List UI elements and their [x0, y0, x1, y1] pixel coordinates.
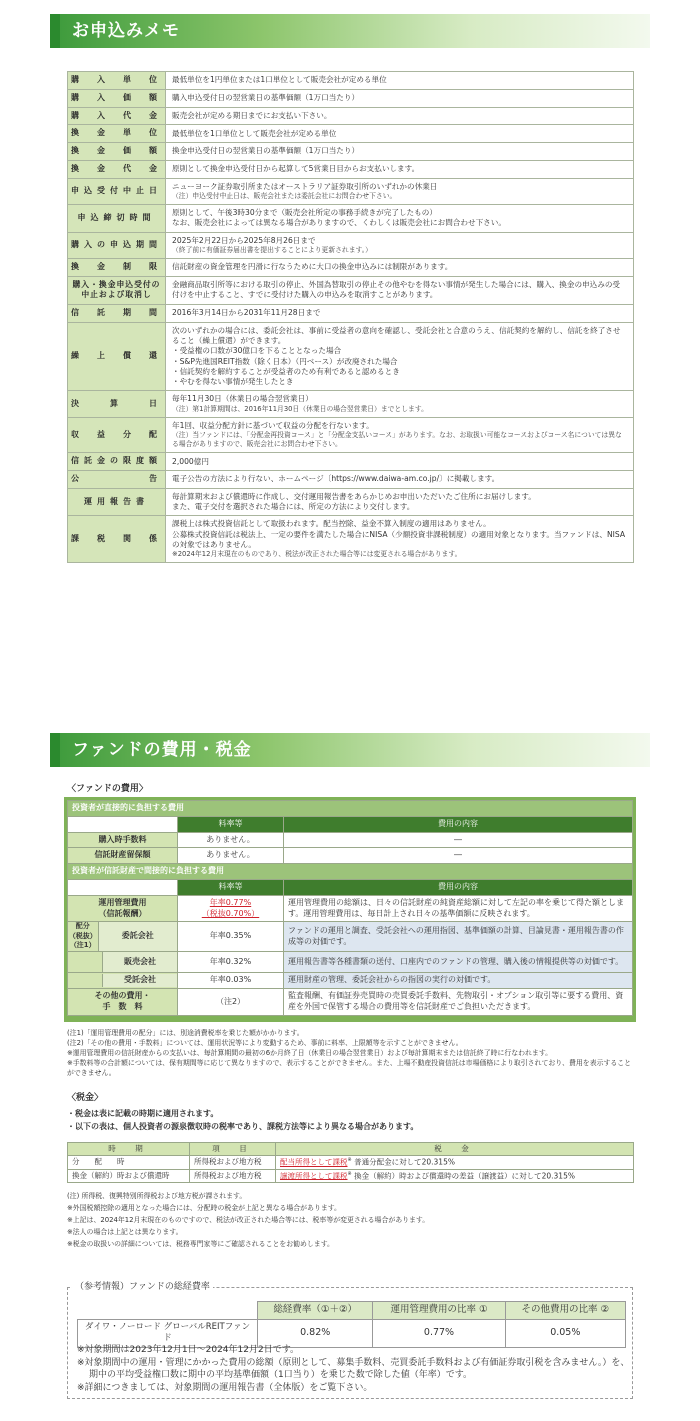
fund-name: ダイワ・ノーロード グローバルREITファンド [78, 1319, 258, 1347]
memo-row [68, 125, 634, 143]
tax-item: 所得税および地方税 [190, 1156, 276, 1170]
memo-row [68, 259, 634, 277]
memo-value [166, 178, 634, 204]
section-banner-fee [50, 733, 650, 767]
tax-type: 譲渡所得として課税 [280, 1171, 348, 1181]
memo-text: 2016年3月14日から2031年11月28日まで [172, 308, 321, 318]
memo-text: 2025年2月22日から2025年8月26日まで [172, 235, 316, 245]
fee-label: 購入時手数料 [68, 832, 178, 848]
tax-bullet: ・以下の表は、個人投資者の源泉徴収時の税率であり、課税方法等により異なる場合があります。 [67, 1121, 419, 1131]
memo-row [68, 107, 634, 125]
memo-note: （注）第1計算期間は、2016年11月30日（休業日の場合翌営業日）までとします。 [172, 404, 428, 413]
memo-label: 換 金 単 位 [68, 125, 166, 143]
reference-label: （参考情報）ファンドの総経費率 [72, 1281, 213, 1293]
memo-value [166, 259, 634, 277]
memo-value [166, 107, 634, 125]
memo-note: ※2024年12月末現在のものであり、税法が改正された場合等には変更される場合があります。 [172, 550, 462, 559]
memo-text: ・受益権の口数が30億口を下ることとなった場合 [172, 346, 342, 356]
memo-row [68, 89, 634, 107]
memo-text: 次のいずれかの場合には、委託会社は、事前に受益者の意向を確認し、受託会社と合意のうえ、信託契約を解約し、信託を終了させること（繰上償還）ができます。 [172, 325, 621, 345]
alloc-label: （税抜） [68, 931, 97, 940]
tax-rate-text: 換金（解約）時および償還時の差益（譲渡益）に対して20.315% [354, 1171, 575, 1181]
memo-row [68, 322, 634, 391]
note: (注1)「運用管理費用の配分」には、別途消費税率を乗じた額がかかります。 [67, 1029, 304, 1037]
ratio-header: 運用管理費用の比率 ① [373, 1302, 505, 1320]
ratio-other: 0.05% [505, 1319, 625, 1347]
memo-label: 信 託 期 間 [68, 304, 166, 322]
col-rate: 料率等 [178, 879, 284, 895]
note: ※法人の場合は上記とは異なります。 [67, 1228, 183, 1237]
memo-note: （注）当ファンドには、「分配金再投資コース」と「分配金支払いコース」があります。なお、お取扱い可能なコースおよびコース名については異なる場合がありますので、販売会社にお問合わせ下さい。 [172, 430, 622, 449]
memo-row [68, 160, 634, 178]
alloc-label: 配分 [75, 922, 90, 931]
tax-item: 所得税および地方税 [190, 1169, 276, 1183]
tax-col-header: 時 期 [68, 1143, 190, 1156]
note: ※手数料等の合計額については、保有期間等に応じて異なりますので、表示することができません。また、上場不動産投資信託は市場価格により取引されており、費用を表示することができません。 [67, 1059, 632, 1077]
tax-bullet: ・税金は表に記載の時期に適用されます。 [67, 1109, 219, 1118]
tax-heading: 〈税金〉 [67, 1093, 104, 1103]
memo-label: 公 告 [68, 471, 166, 489]
memo-note: （注）申込受付中止日は、販売会社または委託会社にお問合わせ下さい。 [172, 192, 397, 201]
ref-note: ※対象期間は2023年12月1日～2024年12月2日です。 [77, 1345, 299, 1355]
memo-value [166, 232, 634, 258]
memo-text: 毎計算期末および償還時に作成し、交付運用報告書をあらかじめお申出いただいたご住所にお届けします。 [172, 491, 536, 501]
memo-value [166, 322, 634, 391]
memo-label: 決 算 日 [68, 391, 166, 417]
memo-text: 年1回、収益分配方針に基づいて収益の分配を行ないます。 [172, 420, 374, 430]
memo-text: 毎年11月30日（休業日の場合翌営業日） [172, 394, 313, 404]
fee-table [67, 800, 633, 1016]
alloc-label: 受託会社 [102, 974, 177, 987]
memo-value [166, 143, 634, 161]
fee-rate: （注2） [178, 989, 284, 1016]
section-title: ファンドの費用・税金 [72, 740, 252, 760]
memo-label: 運用報告書 [68, 488, 166, 516]
memo-value [166, 471, 634, 489]
memo-label: 繰 上 償 還 [68, 322, 166, 391]
memo-label: 申込締切時間 [68, 205, 166, 233]
tax-timing: 分 配 時 [68, 1156, 190, 1170]
ratio-mgmt: 0.77% [373, 1319, 505, 1347]
memo-label: 購 入 価 額 [68, 89, 166, 107]
fee-content: ― [284, 832, 633, 848]
tax-table [67, 1142, 634, 1183]
memo-label: 購入・換金申込受付の中止および取消し [68, 276, 166, 304]
tax-col-header: 項 目 [190, 1143, 276, 1156]
memo-value [166, 304, 634, 322]
fee-content: 運用管理費用の総額は、日々の信託財産の純資産総額に対して左記の率を乗じて得た額とします。運用管理費用は、毎日計上され日々の基準価額に反映されます。 [284, 895, 633, 922]
memo-text: 換金申込受付日の翌営業日の基準価額（1万口当たり） [172, 146, 360, 156]
section-banner-memo [50, 14, 650, 48]
fee-rate: ありません。 [178, 848, 284, 864]
fee-label-line: （信託報酬） [98, 908, 147, 918]
note: ※外国税額控除の適用となった場合には、分配時の税金が上記と異なる場合があります。 [67, 1204, 341, 1213]
memo-label: 換 金 代 金 [68, 160, 166, 178]
tax-amount [276, 1169, 634, 1183]
mgmt-rate: 年率0.77% [209, 897, 252, 907]
memo-label: 課 税 関 係 [68, 516, 166, 563]
alloc-label: （注1） [69, 941, 96, 950]
memo-value [166, 205, 634, 233]
memo-value [166, 391, 634, 417]
memo-text: 金融商品取引所等における取引の停止、外国為替取引の停止その他やむを得ない事情が発生した場合には、購入、換金の申込みの受付けを中止すること、すでに受付けた購入の申込みを取消すことがあります。 [172, 280, 621, 300]
memo-note: （終了前に有価証券届出書を提出することにより更新されます。） [172, 245, 372, 254]
memo-text: 販売会社が定める期日までにお支払い下さい。 [172, 110, 332, 120]
mgmt-rate-ex-tax: （税抜0.70%） [201, 908, 260, 918]
memo-row [68, 417, 634, 453]
note: ※上記は、2024年12月末現在のものですので、税法が改正された場合等には、税率等が変更される場合があります。 [67, 1216, 430, 1225]
memo-text: 課税上は株式投資信託として取扱われます。配当控除、益金不算入制度の適用はありません。 [172, 519, 491, 529]
col-rate: 料率等 [178, 816, 284, 832]
memo-text: ・S&P先進国REIT指数（除く日本）（円ベース）が改廃された場合 [172, 356, 398, 366]
memo-value [166, 72, 634, 90]
tax-type: 配当所得として課税 [280, 1157, 348, 1167]
fee-label-line: その他の費用・ [94, 991, 151, 1001]
note: (注) 所得税、復興特別所得税および地方税が課されます。 [67, 1192, 247, 1200]
fee-content: ― [284, 848, 633, 864]
memo-text: また、電子交付を選択された場合には、所定の方法により交付します。 [172, 502, 415, 512]
memo-table [67, 71, 634, 563]
memo-label: 収 益 分 配 [68, 417, 166, 453]
fee-notes [67, 1028, 637, 1078]
memo-text: 電子公告の方法により行ない、ホームページ〔https://www.daiwa-am.co.jp/〕に掲載します。 [172, 474, 500, 484]
memo-text: なお、販売会社によっては異なる場合がありますので、くわしくは販売会社にお問合わせ下さい。 [172, 218, 506, 228]
ratio-total: 0.82% [258, 1319, 373, 1347]
memo-text: 購入申込受付日の翌営業日の基準価額（1万口当たり） [172, 93, 360, 103]
memo-text: 公募株式投資信託は税法上、一定の要件を満たした場合にNISA（少額投資非課税制度）の適用対象となります。当ファンドは、NISAの対象ではありません。 [172, 529, 626, 549]
memo-value [166, 417, 634, 453]
memo-row [68, 143, 634, 161]
memo-text: 2,000億円 [172, 456, 209, 466]
col-content: 費用の内容 [284, 879, 633, 895]
tax-amount [276, 1156, 634, 1170]
memo-value [166, 276, 634, 304]
fee-content: 運用財産の管理、委託会社からの指図の実行の対価です。 [284, 973, 633, 989]
memo-text: 原則として、午後3時30分まで（販売会社所定の事務手続きが完了したもの） [172, 208, 437, 218]
memo-text: ・信託契約を解約することが受益者のため有利であると認めるとき [172, 366, 400, 376]
fee-content: 運用報告書等各種書類の送付、口座内でのファンドの管理、購入後の情報提供等の対価です。 [284, 951, 633, 973]
memo-value [166, 89, 634, 107]
memo-row [68, 304, 634, 322]
fee-rate: ありません。 [178, 832, 284, 848]
tax-sup: ※ [347, 1157, 352, 1164]
ref-note: ※対象期間中の運用・管理にかかった費用の総額（原則として、募集手数料、売買委託手数料および有価証券取引税を含みません。）を、期中の平均受益権口数に期中の平均基準価額（1口当り）を乗じた数で除した値（年率）です。 [77, 1358, 630, 1381]
memo-row [68, 205, 634, 233]
tax-timing: 換金（解約）時および償還時 [68, 1169, 190, 1183]
memo-label: 購 入 単 位 [68, 72, 166, 90]
memo-label: 換 金 価 額 [68, 143, 166, 161]
fee-heading: 〈ファンドの費用〉 [67, 784, 148, 794]
memo-row [68, 471, 634, 489]
col-content: 費用の内容 [284, 816, 633, 832]
memo-text: 最低単位を1円単位または1口単位として販売会社が定める単位 [172, 75, 387, 85]
alloc-label: 委託会社 [98, 922, 177, 950]
alloc-label: 販売会社 [102, 952, 177, 973]
fee-group-direct: 投資者が直接的に負担する費用 [68, 801, 633, 817]
note: (注2)「その他の費用・手数料」については、運用状況等により変動するため、事前に料率、上限額等を示すことができません。 [67, 1039, 463, 1047]
tax-bullets [67, 1108, 637, 1134]
memo-row [68, 72, 634, 90]
memo-text: 原則として換金申込受付日から起算して5営業日目からお支払いします。 [172, 164, 420, 174]
memo-text: 最低単位を1口単位として販売会社が定める単位 [172, 128, 337, 138]
memo-value [166, 453, 634, 471]
memo-value [166, 160, 634, 178]
memo-row [68, 178, 634, 204]
memo-text: ・やむを得ない事情が発生したとき [172, 377, 294, 386]
tax-col-header: 税 金 [276, 1143, 634, 1156]
memo-row [68, 232, 634, 258]
memo-text: 信託財産の資金管理を円滑に行なうために大口の換金申込みには制限があります。 [172, 262, 453, 272]
memo-value [166, 516, 634, 563]
fee-rate: 年率0.35% [178, 922, 284, 951]
ref-note: ※詳細につきましては、対象期間の運用報告書（全体版）をご覧下さい。 [77, 1383, 373, 1393]
memo-text: ニューヨーク証券取引所またはオーストラリア証券取引所のいずれかの休業日 [172, 181, 438, 191]
fee-rate: 年率0.32% [178, 951, 284, 973]
tax-sup: ※ [347, 1170, 352, 1177]
memo-label: 申込受付中止日 [68, 178, 166, 204]
memo-value [166, 488, 634, 516]
section-title: お申込みメモ [72, 21, 180, 41]
expense-ratio-table [77, 1301, 626, 1348]
memo-label: 換 金 制 限 [68, 259, 166, 277]
fee-label [68, 895, 178, 922]
ratio-header: その他費用の比率 ② [505, 1302, 625, 1320]
note: ※運用管理費用の信託財産からの支払いは、毎計算期間の最初の6か月終了日（休業日の場合翌営業日）および毎計算期末または信託終了時に行なわれます。 [67, 1049, 553, 1057]
fee-rate: 年率0.03% [178, 973, 284, 989]
ratio-header: 総経費率（①＋②） [258, 1302, 373, 1320]
tax-rate-text: 普通分配金に対して20.315% [354, 1157, 455, 1167]
fee-label-line: 手 数 料 [102, 1002, 143, 1012]
tax-notes [67, 1190, 637, 1250]
fee-label: 信託財産留保額 [68, 848, 178, 864]
memo-value [166, 125, 634, 143]
memo-row [68, 391, 634, 417]
memo-row [68, 453, 634, 471]
fee-label-line: 運用管理費用 [98, 897, 147, 907]
memo-row [68, 276, 634, 304]
memo-row [68, 516, 634, 563]
memo-label: 購入の申込期間 [68, 232, 166, 258]
fee-content: 監査報酬、有価証券売買時の売買委託手数料、先物取引・オプション取引等に要する費用、資産を外国で保管する場合の費用等を信託財産でご負担いただきます。 [284, 989, 633, 1016]
memo-row [68, 488, 634, 516]
memo-label: 購 入 代 金 [68, 107, 166, 125]
memo-label: 信託金の限度額 [68, 453, 166, 471]
fee-content: ファンドの運用と調査、受託会社への運用指図、基準価額の計算、目論見書・運用報告書の作成等の対価です。 [284, 922, 633, 951]
note: ※税金の取扱いの詳細については、税務専門家等にご確認されることをお勧めします。 [67, 1240, 334, 1249]
fee-group-indirect: 投資者が信託財産で間接的に負担する費用 [68, 864, 633, 880]
